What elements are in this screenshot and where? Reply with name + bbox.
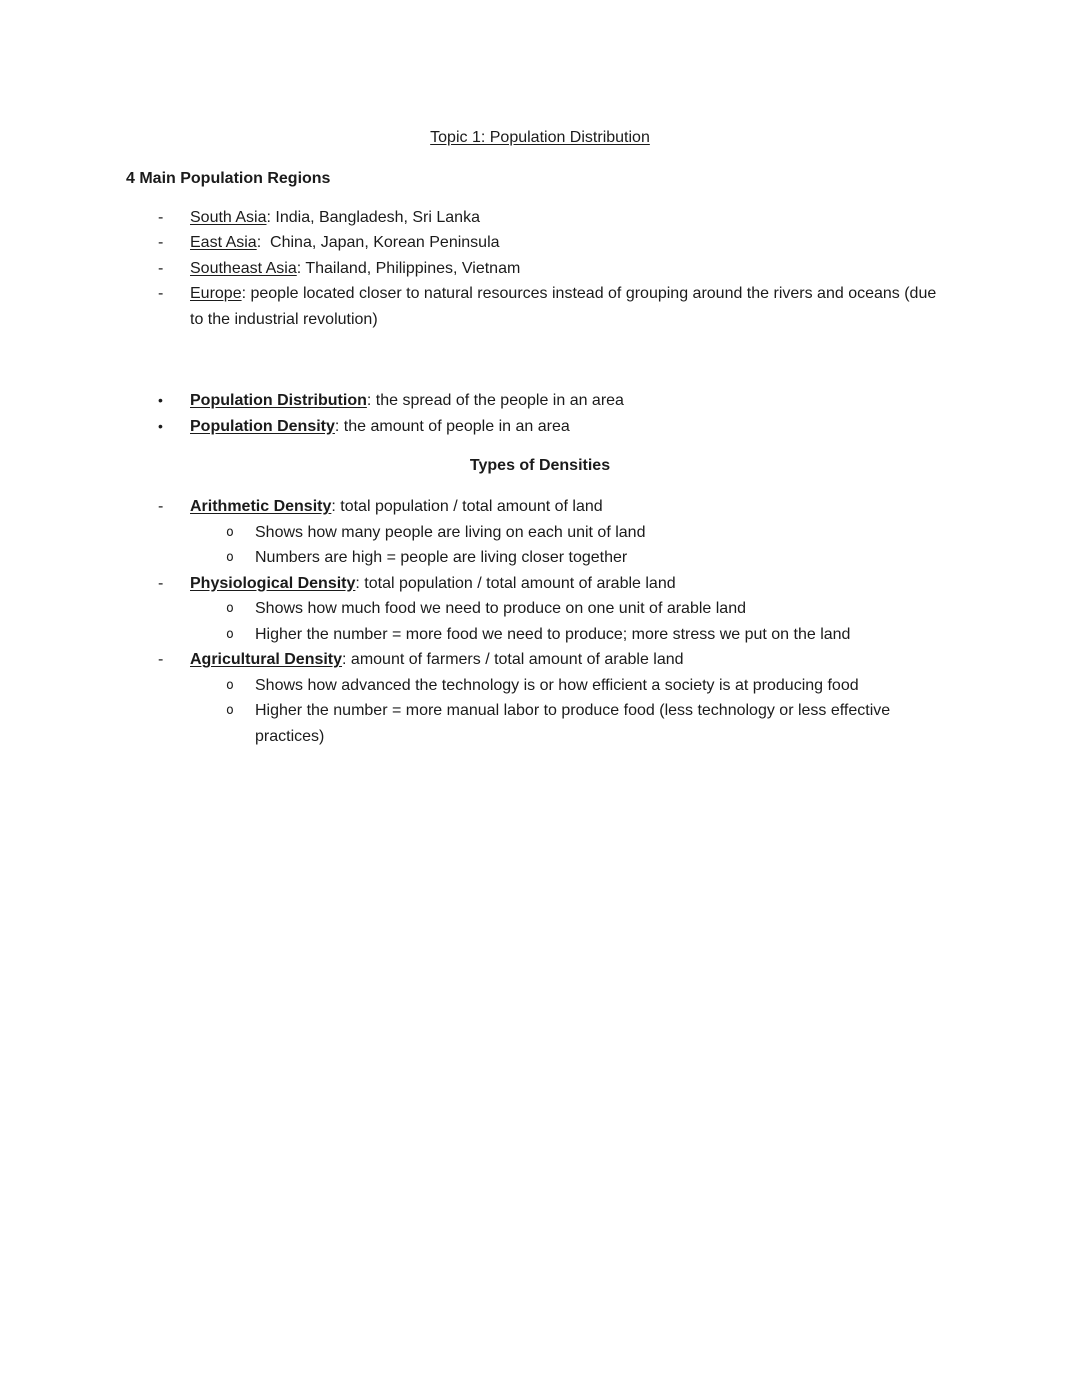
section-heading-main-regions: 4 Main Population Regions [126,169,331,187]
definition-rest: : the spread of the people in an area [366,392,624,409]
definitions-list [126,388,954,439]
density-term: Agricultural Density [190,651,343,668]
density-subitem-text: Shows how advanced the technology is or how efficient a society is at producing food [255,676,859,694]
list-item-definition [158,414,954,440]
bullet-marker: • [158,417,163,434]
circle-marker: o [226,703,234,718]
dash-marker: - [158,285,164,302]
dash-marker: - [158,498,164,515]
density-subitem-text: Higher the number = more food we need to produce; more stress we put on the land [255,625,851,643]
density-term: Arithmetic Density [190,498,332,515]
list-subitem-density [226,520,954,546]
bullet-marker: • [158,392,163,408]
list-subitem-density [226,673,954,699]
region-term: Europe [190,285,242,302]
circle-marker: o [226,626,234,642]
density-rest: : total population / total amount of arable land [355,574,676,592]
dash-marker: - [158,574,164,592]
doc-title [126,125,954,151]
list-item-region [158,281,954,332]
region-rest: : Thailand, Philippines, Vietnam [296,259,521,277]
doc-title-text: Topic 1: Population Distribution [430,129,650,146]
definition-text [190,388,954,414]
list-subitem-density [226,545,954,571]
circle-marker: o [226,524,234,540]
definition-text [190,414,954,440]
density-text [190,494,954,520]
section-heading-types-of-densities: Types of Densities [469,457,611,474]
region-term: East Asia [190,234,257,251]
region-text [190,281,954,332]
list-subitem-density [226,622,954,648]
density-rest: : total population / total amount of land [331,498,603,515]
region-text [190,230,954,256]
list-item-density [158,647,954,673]
circle-marker: o [226,601,234,616]
regions-list [126,205,954,333]
dash-marker: - [158,259,164,277]
region-rest: : India, Bangladesh, Sri Lanka [266,208,480,226]
density-subitem-text: Numbers are high = people are living closer together [255,549,628,566]
circle-marker: o [226,677,234,693]
density-rest: : amount of farmers / total amount of arable land [342,651,684,668]
list-item-region [158,205,954,231]
region-rest: : China, Japan, Korean Peninsula [256,234,500,251]
density-term: Physiological Density [190,574,356,592]
list-subitem-density [226,596,954,622]
list-item-region [158,256,954,282]
dash-marker: - [158,234,164,251]
list-item-density [158,494,954,520]
circle-marker: o [226,550,234,565]
region-term: South Asia [190,208,267,226]
definition-term: Population Density [190,417,335,435]
list-subitem-density [226,698,954,749]
dash-marker: - [158,651,164,668]
density-subitem-text: Shows how much food we need to produce on one unit of arable land [255,600,746,617]
densities-list [126,494,954,749]
density-subitem-text: Higher the number = more manual labor to produce food (less technology or less effective practices) [255,702,895,745]
region-term: Southeast Asia [190,259,297,277]
region-rest: : people located closer to natural resources instead of grouping around the rivers and oceans (due to the industrial revolution) [190,285,941,328]
definition-term: Population Distribution [190,392,367,409]
dash-marker: - [158,208,164,226]
list-item-density [158,571,954,597]
list-item-definition [158,388,954,414]
list-item-region [158,230,954,256]
definition-rest: : the amount of people in an area [334,417,570,435]
density-text [190,647,954,673]
density-subitem-text: Shows how many people are living on each unit of land [255,523,646,541]
density-text [190,571,954,597]
region-text [190,256,954,282]
region-text [190,205,954,231]
